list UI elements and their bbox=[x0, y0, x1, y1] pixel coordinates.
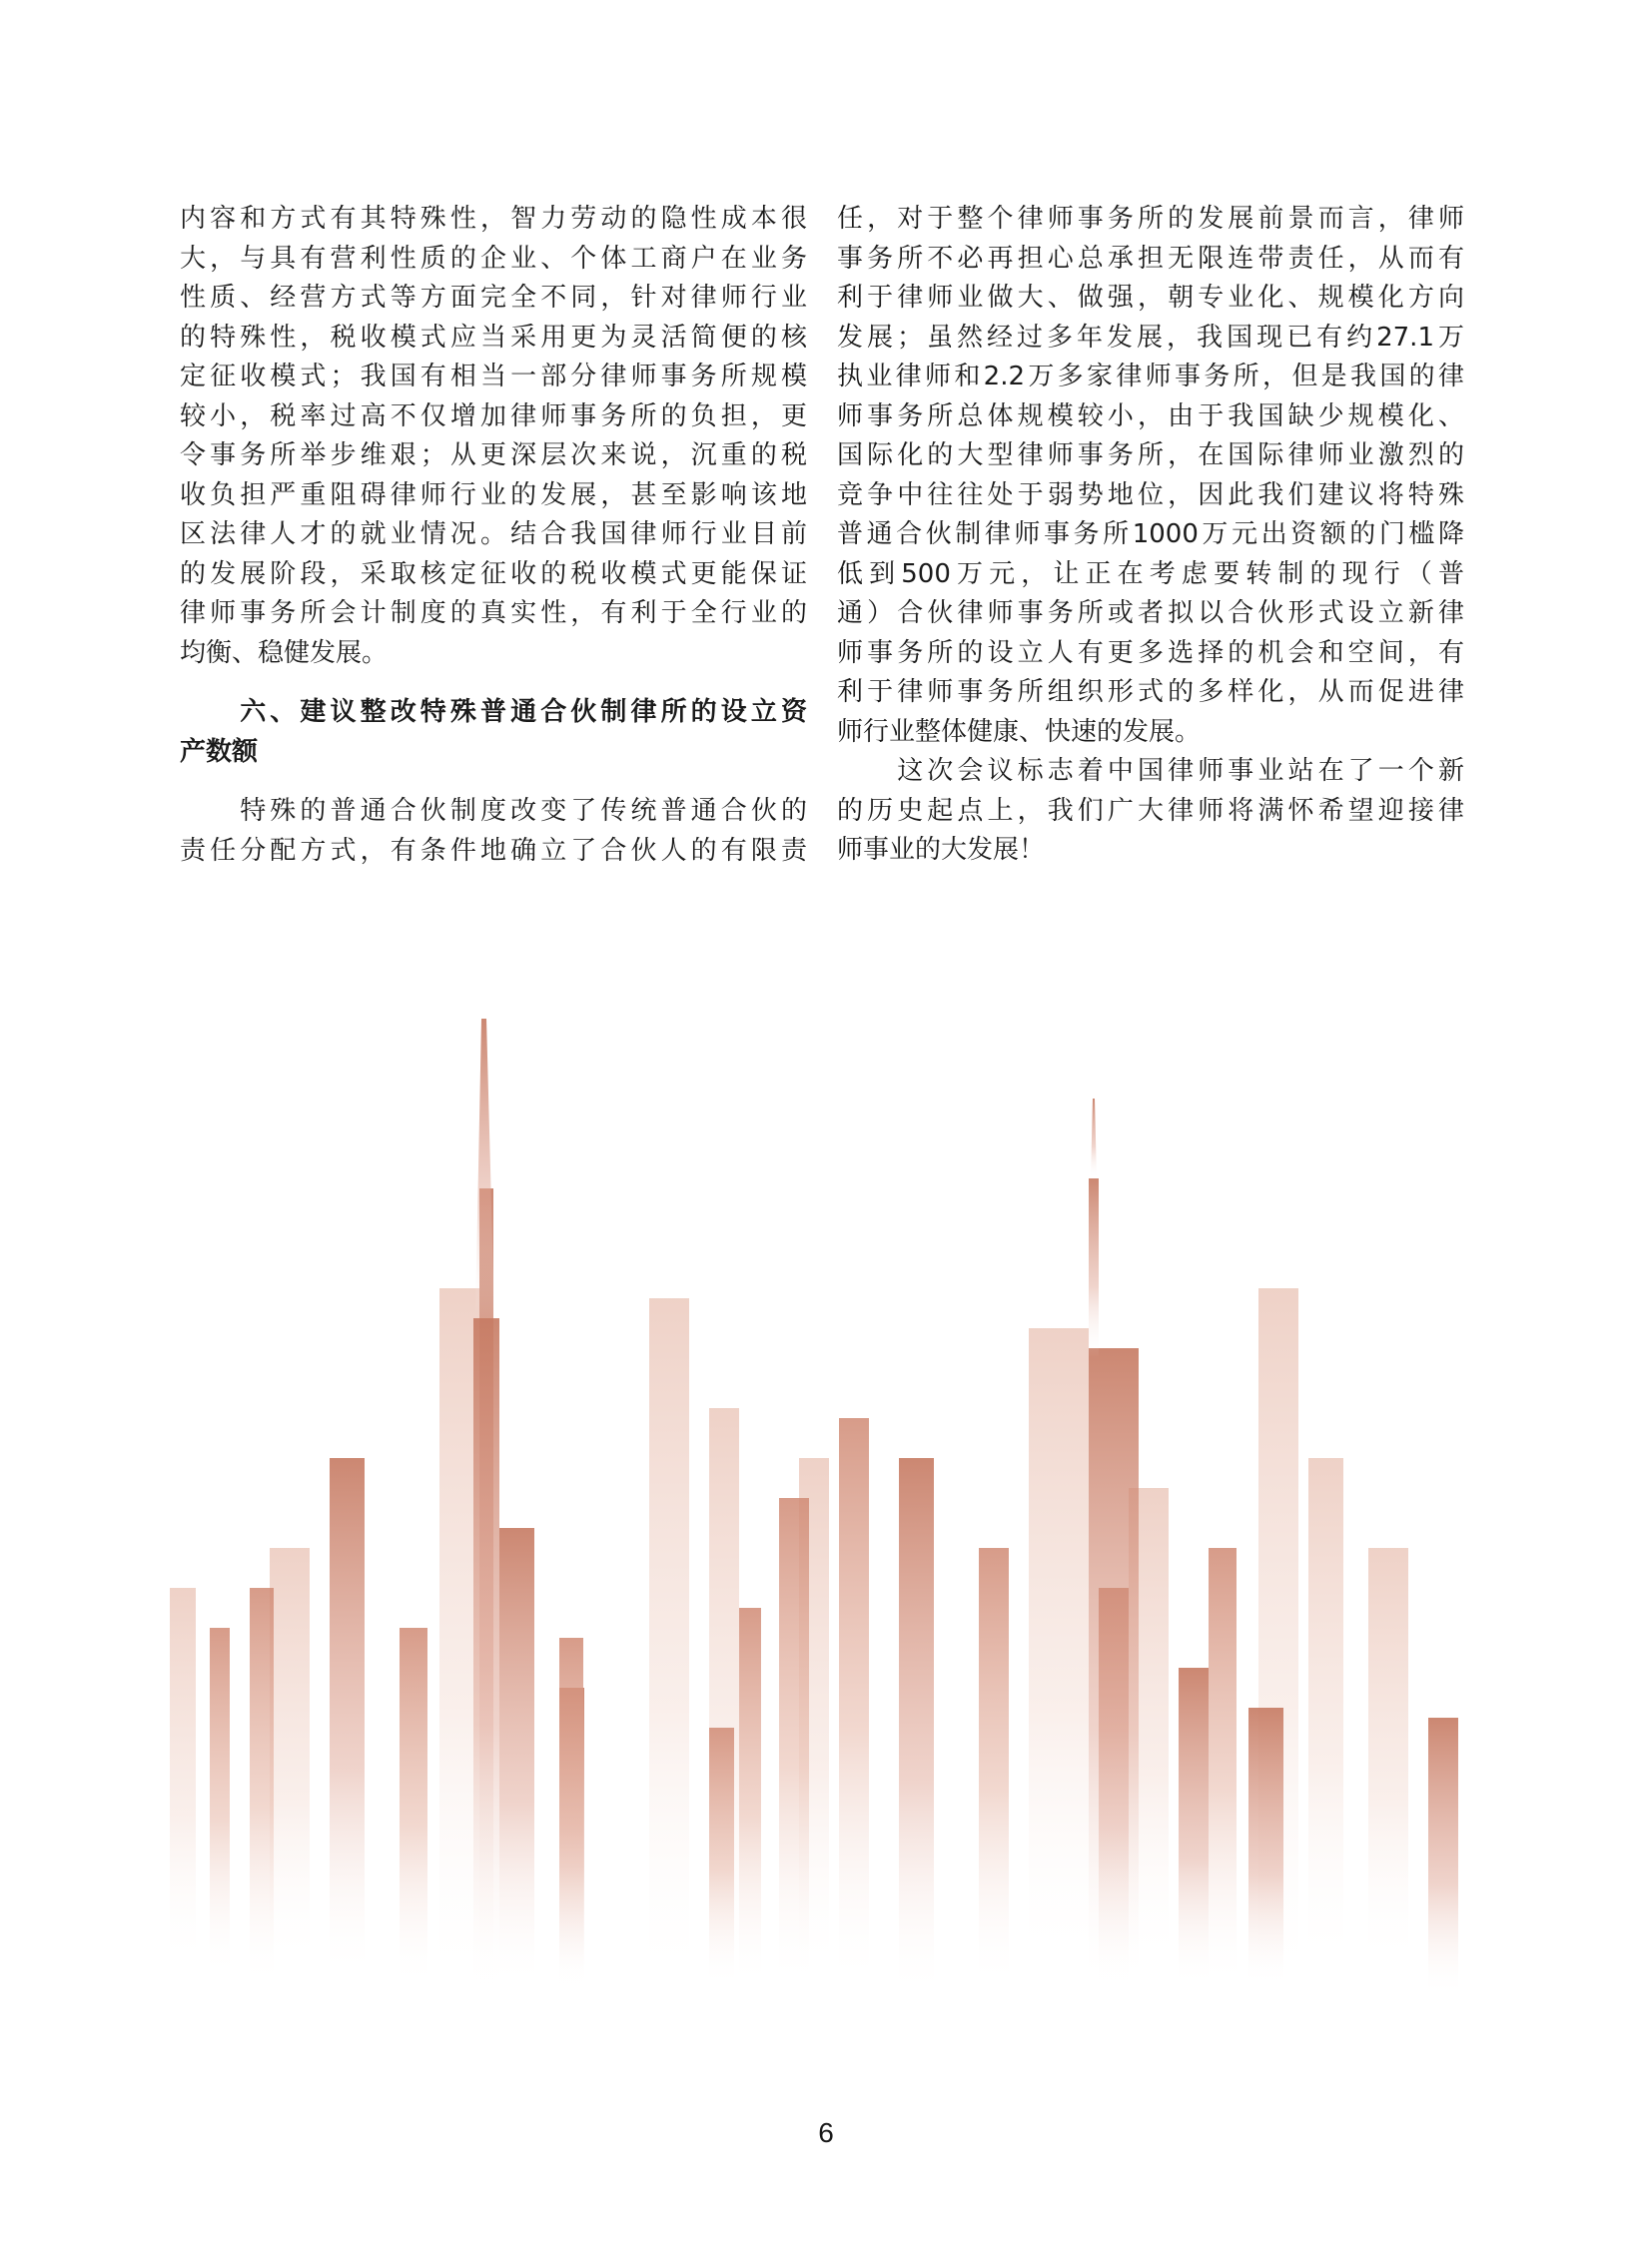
left-column bbox=[180, 200, 807, 871]
text-line: 发展；虽然经过多年发展，我国现已有约27.1万 bbox=[837, 322, 1464, 353]
paragraph bbox=[837, 752, 1464, 871]
page-number: 6 bbox=[818, 2117, 834, 2148]
text-line: 责任分配方式，有条件地确立了合伙人的有限责 bbox=[180, 835, 807, 866]
text-line: 利于律师事务所组织形式的多样化，从而促进律 bbox=[837, 677, 1464, 707]
paragraph bbox=[180, 200, 807, 673]
text-line: 低到500万元，让正在考虑要转制的现行（普 bbox=[837, 558, 1464, 589]
text-line: 普通合伙制律师事务所1000万元出资额的门槛降 bbox=[837, 519, 1464, 549]
text-line: 均衡、稳健发展。 bbox=[180, 637, 389, 668]
text-line: 这次会议标志着中国律师事业站在了一个新 bbox=[837, 756, 1464, 786]
text-line: 师事务所的设立人有更多选择的机会和空间，有 bbox=[837, 637, 1464, 668]
section-heading bbox=[180, 693, 807, 772]
text-line: 事务所不必再担心总承担无限连带责任，从而有 bbox=[837, 243, 1464, 274]
text-line: 利于律师业做大、做强，朝专业化、规模化方向 bbox=[837, 283, 1464, 313]
text-line: 特殊的普通合伙制度改变了传统普通合伙的 bbox=[180, 796, 807, 826]
spacer bbox=[180, 772, 807, 792]
text-line: 任，对于整个律师事务所的发展前景而言，律师 bbox=[837, 204, 1464, 234]
text-line: 较小，税率过高不仅增加律师事务所的负担，更 bbox=[180, 400, 807, 431]
city-skyline-illustration bbox=[150, 989, 1498, 2117]
text-line: 通）合伙律师事务所或者拟以合伙形式设立新律 bbox=[837, 598, 1464, 628]
text-line: 师行业整体健康、快速的发展。 bbox=[837, 716, 1202, 747]
text-line: 执业律师和2.2万多家律师事务所，但是我国的律 bbox=[837, 362, 1464, 391]
text-line: 产数额 bbox=[180, 736, 259, 767]
text-line: 的特殊性，税收模式应当采用更为灵活简便的核 bbox=[180, 322, 807, 353]
text-line: 国际化的大型律师事务所，在国际律师业激烈的 bbox=[837, 440, 1464, 470]
right-column bbox=[837, 200, 1464, 871]
text-line: 令事务所举步维艰；从更深层次来说，沉重的税 bbox=[180, 440, 807, 470]
text-line: 师事业的大发展！ bbox=[837, 835, 1046, 865]
text-line: 律师事务所会计制度的真实性，有利于全行业的 bbox=[180, 598, 807, 628]
text-line: 定征收模式；我国有相当一部分律师事务所规模 bbox=[180, 362, 807, 391]
text-line: 的历史起点上，我们广大律师将满怀希望迎接律 bbox=[837, 795, 1464, 826]
text-line: 竞争中往往处于弱势地位，因此我们建议将特殊 bbox=[837, 479, 1464, 510]
text-line: 六、建议整改特殊普通合伙制律所的设立资 bbox=[180, 697, 807, 727]
text-line: 师事务所总体规模较小，由于我国缺少规模化、 bbox=[837, 400, 1464, 431]
paragraph bbox=[180, 792, 807, 871]
text-line: 性质、经营方式等方面完全不同，针对律师行业 bbox=[180, 283, 807, 313]
text-line: 大，与具有营利性质的企业、个体工商户在业务 bbox=[180, 243, 807, 274]
spacer bbox=[180, 673, 807, 693]
text-line: 的发展阶段，采取核定征收的税收模式更能保证 bbox=[180, 558, 807, 589]
text-line: 内容和方式有其特殊性，智力劳动的隐性成本很 bbox=[180, 204, 807, 234]
text-line: 区法律人才的就业情况。结合我国律师行业目前 bbox=[180, 519, 807, 549]
text-line: 收负担严重阻碍律师行业的发展，甚至影响该地 bbox=[180, 479, 807, 510]
paragraph bbox=[837, 200, 1464, 752]
